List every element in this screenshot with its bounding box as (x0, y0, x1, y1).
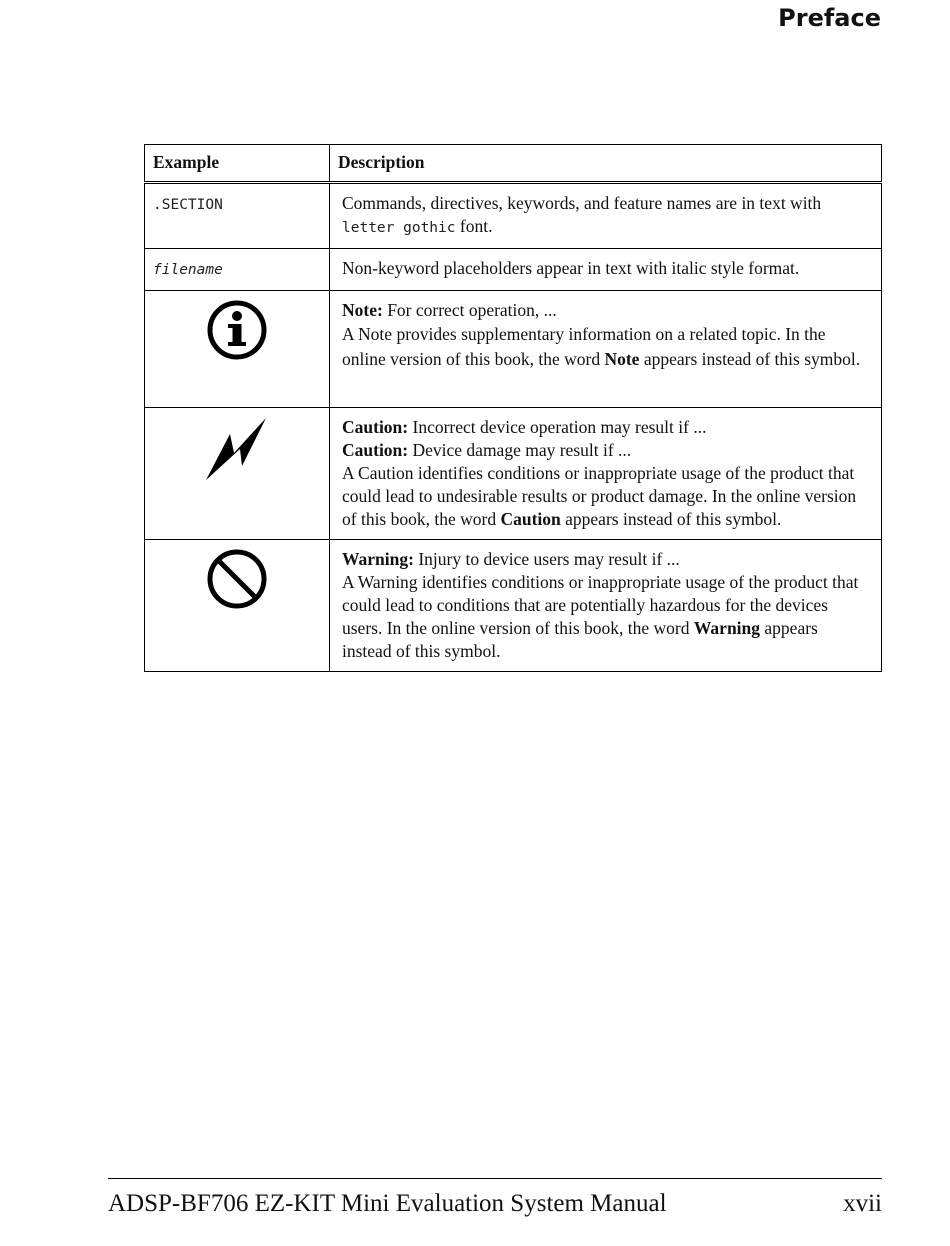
caution-label: Caution: (342, 440, 409, 460)
caution-paragraph (342, 462, 869, 531)
warning-label: Warning: (342, 549, 414, 569)
caution-label-line-2 (342, 439, 869, 462)
warning-label-text: Injury to device users may result if ... (413, 549, 680, 569)
note-text: A Note provides supplementary information on a related topic. In the online version of this book, the word (342, 324, 826, 369)
note-label: Note: (342, 300, 383, 320)
example-cell (145, 291, 330, 408)
filename-description: Non-keyword placeholders appear in text with italic style format. (342, 258, 800, 278)
section-example: .SECTION (153, 197, 223, 213)
warning-paragraph (342, 571, 869, 663)
description-cell (330, 291, 882, 408)
example-cell (145, 540, 330, 672)
warning-text: A Warning identifies conditions or inappropriate usage of the product that could lead to conditions that are potentially hazardous for the devices users. In the online version of this book, the word (342, 572, 859, 638)
section-description: Commands, directives, keywords, and feature names are in text with (342, 193, 822, 213)
example-cell (145, 249, 330, 291)
letter-gothic-sample: letter gothic (342, 220, 456, 236)
section-description-end: font. (455, 216, 493, 236)
table-row (145, 408, 882, 540)
description-cell (330, 540, 882, 672)
note-paragraph (342, 322, 869, 372)
caution-text-end: appears instead of this symbol. (560, 509, 782, 529)
caution-label-line (342, 416, 869, 439)
note-label-text: For correct operation, ... (382, 300, 557, 320)
footer-divider (108, 1178, 882, 1179)
caution-label-text: Incorrect device operation may result if ... (408, 417, 707, 437)
column-header-description: Description (330, 145, 882, 183)
info-icon (206, 299, 268, 361)
footer-page-number: xvii (843, 1190, 882, 1217)
note-label-line (342, 299, 869, 322)
note-text-end: appears instead of this symbol. (639, 349, 861, 369)
filename-example: filename (153, 262, 223, 278)
description-cell (330, 183, 882, 249)
warning-text-end: appears instead of this symbol. (342, 618, 818, 661)
footer-manual-title: ADSP-BF706 EZ-KIT Mini Evaluation System Manual (108, 1190, 667, 1217)
column-header-example: Example (145, 145, 330, 183)
lightning-icon (204, 416, 270, 482)
caution-bold-word: Caution (500, 509, 561, 529)
table-row (145, 249, 882, 291)
caution-text: A Caution identifies conditions or inappropriate usage of the product that could lead to undesirable results or product damage. In the online version of this book, the word (342, 463, 857, 529)
description-cell (330, 408, 882, 540)
prohibited-icon (206, 548, 268, 610)
example-cell (145, 183, 330, 249)
table-header-row (145, 145, 882, 183)
example-cell (145, 408, 330, 540)
caution-label: Caution: (342, 417, 409, 437)
note-bold-word: Note (604, 349, 640, 369)
caution-label-text: Device damage may result if ... (408, 440, 632, 460)
conventions-table (144, 144, 882, 672)
warning-label-line (342, 548, 869, 571)
table-row (145, 540, 882, 672)
table-row (145, 183, 882, 249)
table-row (145, 291, 882, 408)
warning-bold-word: Warning (693, 618, 761, 638)
page-header-title: Preface (778, 4, 881, 32)
description-cell (330, 249, 882, 291)
